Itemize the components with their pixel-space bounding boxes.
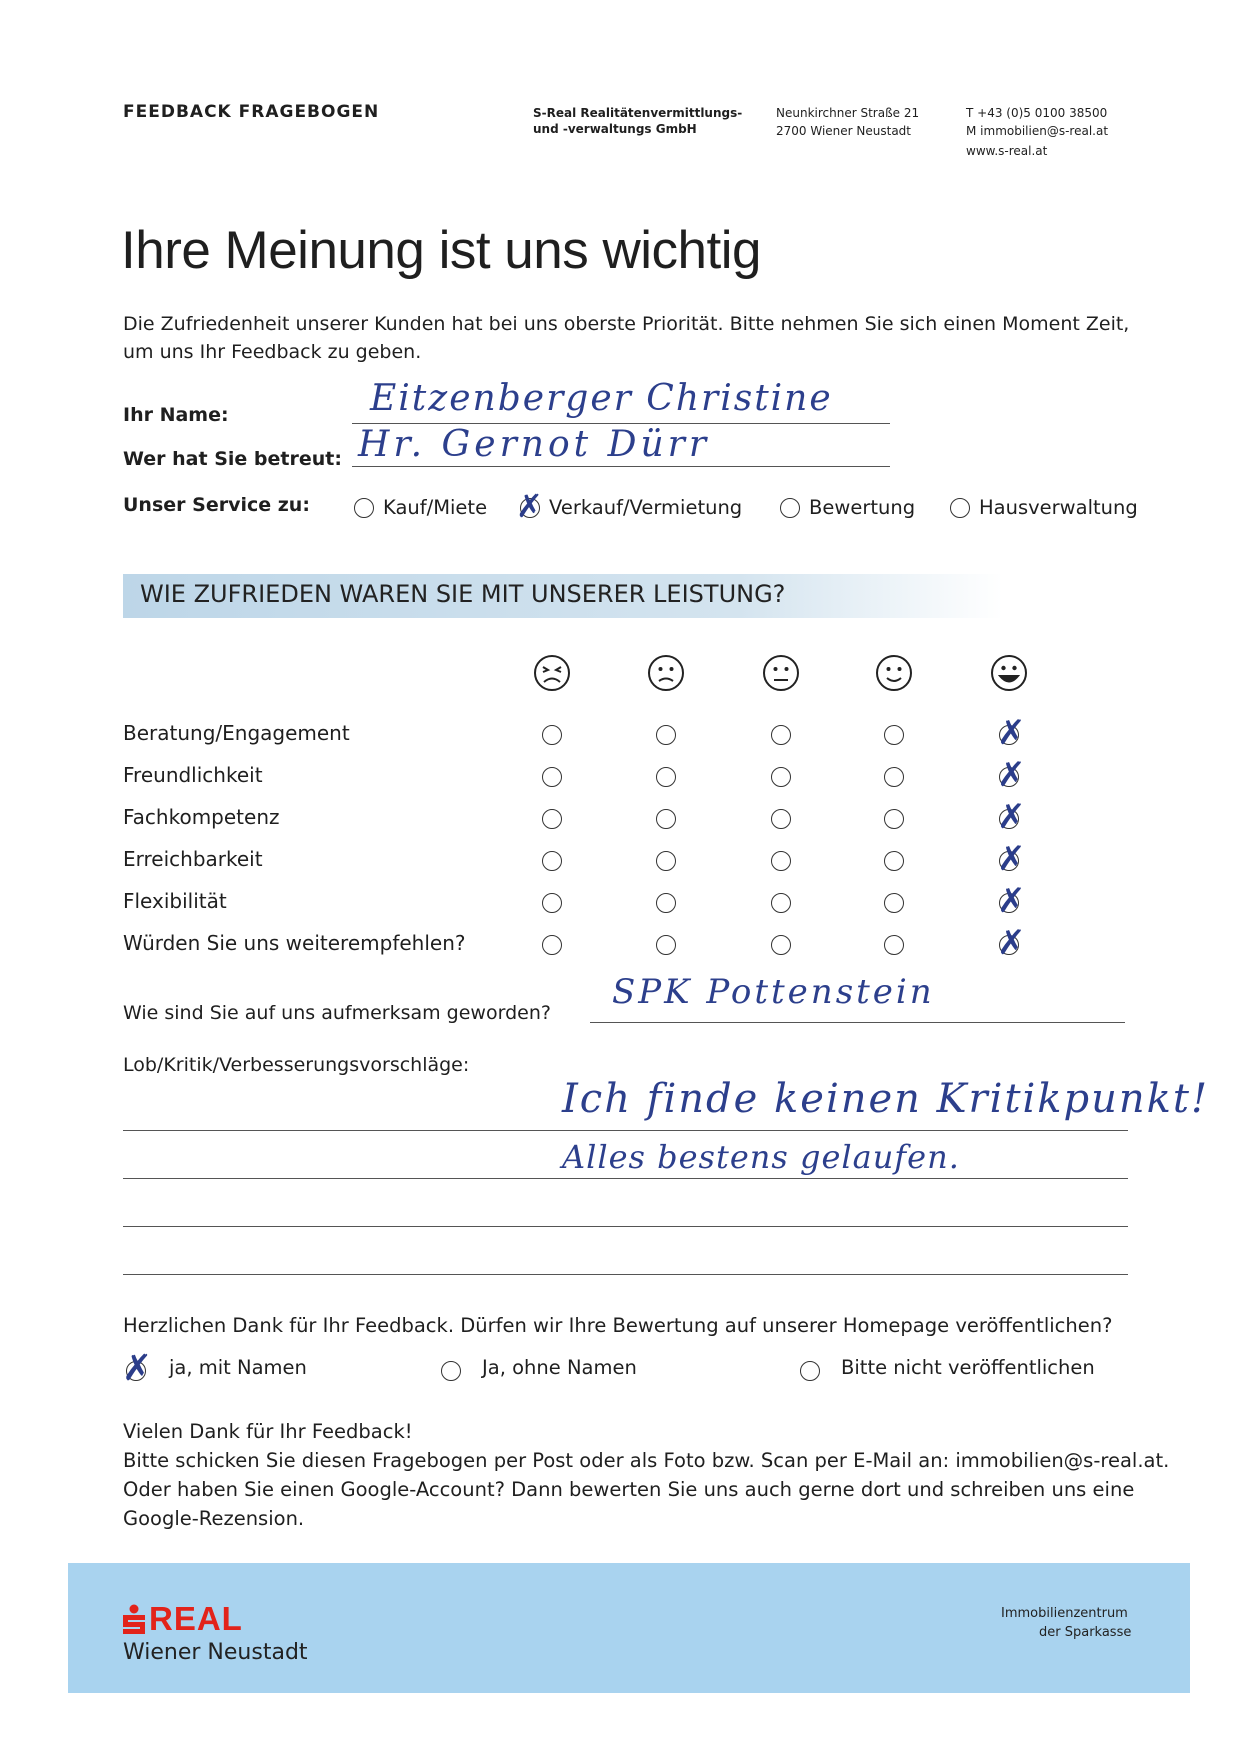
service-label: Unser Service zu: bbox=[123, 494, 310, 516]
footer-tagline-line2: der Sparkasse bbox=[1039, 1625, 1132, 1640]
name-field-value[interactable]: Eitzenberger Christine bbox=[370, 378, 833, 419]
service-radio-3[interactable] bbox=[950, 498, 970, 518]
rating-radio[interactable] bbox=[771, 809, 791, 829]
comments-line-1 bbox=[123, 1130, 1128, 1131]
rating-radio[interactable] bbox=[884, 935, 904, 955]
closing-line1: Vielen Dank für Ihr Feedback! bbox=[123, 1420, 413, 1443]
unhappy-face-icon bbox=[647, 654, 685, 692]
comments-label: Lob/Kritik/Verbesserungsvorschläge: bbox=[123, 1054, 470, 1076]
rating-radio[interactable] bbox=[656, 767, 676, 787]
rating-radio[interactable] bbox=[884, 809, 904, 829]
address-line2: 2700 Wiener Neustadt bbox=[776, 124, 912, 138]
company-name-line2: und -verwaltungs GmbH bbox=[533, 122, 697, 136]
advisor-label: Wer hat Sie betreut: bbox=[123, 448, 342, 470]
rating-radio[interactable] bbox=[542, 809, 562, 829]
rating-radio[interactable] bbox=[771, 851, 791, 871]
rating-row-label: Würden Sie uns weiterempfehlen? bbox=[123, 931, 466, 955]
rating-radio[interactable] bbox=[542, 893, 562, 913]
phone-number: T +43 (0)5 0100 38500 bbox=[966, 106, 1108, 120]
rating-radio[interactable] bbox=[542, 725, 562, 745]
rating-row-label: Erreichbarkeit bbox=[123, 847, 263, 871]
rating-radio[interactable] bbox=[656, 809, 676, 829]
rating-radio[interactable] bbox=[771, 725, 791, 745]
service-check-mark-icon: ✗ bbox=[516, 487, 543, 525]
source-label: Wie sind Sie auf uns aufmerksam geworden? bbox=[123, 1002, 551, 1024]
rating-check-mark-icon: ✗ bbox=[997, 755, 1026, 795]
rating-radio[interactable] bbox=[656, 851, 676, 871]
rating-row-label: Fachkompetenz bbox=[123, 805, 280, 829]
rating-check-mark-icon: ✗ bbox=[997, 713, 1026, 753]
publish-option-label: Ja, ohne Namen bbox=[482, 1356, 637, 1379]
intro-line1: Die Zufriedenheit unserer Kunden hat bei uns oberste Priorität. Bitte nehmen Sie sich einen Moment Zeit, bbox=[123, 313, 1130, 335]
service-radio-0[interactable] bbox=[354, 498, 374, 518]
logo-text: REAL bbox=[149, 1600, 243, 1637]
closing-line3: Oder haben Sie einen Google-Account? Dann bewerten Sie uns auch gerne dort und schreiben uns eine bbox=[123, 1478, 1135, 1501]
sparkasse-s-logo-icon bbox=[123, 1604, 145, 1634]
closing-line2: Bitte schicken Sie diesen Fragebogen per Post oder als Foto bzw. Scan per E-Mail an: immobilien@s-real.at. bbox=[123, 1449, 1170, 1472]
closing-line4: Google-Rezension. bbox=[123, 1507, 305, 1530]
rating-radio[interactable] bbox=[542, 767, 562, 787]
rating-radio[interactable] bbox=[884, 893, 904, 913]
rating-radio[interactable] bbox=[771, 893, 791, 913]
website: www.s-real.at bbox=[966, 144, 1048, 158]
publish-option-label: Bitte nicht veröffentlichen bbox=[841, 1356, 1095, 1379]
rating-radio[interactable] bbox=[771, 767, 791, 787]
source-field-value[interactable]: SPK Pottenstein bbox=[612, 972, 935, 1012]
rating-radio[interactable] bbox=[656, 893, 676, 913]
page-title: Ihre Meinung ist uns wichtig bbox=[121, 221, 761, 280]
contact-email: M immobilien@s-real.at bbox=[966, 124, 1109, 138]
comments-line-4 bbox=[123, 1274, 1128, 1275]
rating-check-mark-icon: ✗ bbox=[997, 839, 1026, 879]
rating-radio[interactable] bbox=[884, 851, 904, 871]
comments-line1-value[interactable]: Ich finde keinen Kritikpunkt! bbox=[562, 1076, 1210, 1122]
rating-radio[interactable] bbox=[771, 935, 791, 955]
service-radio-2[interactable] bbox=[780, 498, 800, 518]
rating-radio[interactable] bbox=[656, 725, 676, 745]
footer-tagline-line1: Immobilienzentrum bbox=[1001, 1606, 1128, 1621]
rating-check-mark-icon: ✗ bbox=[997, 797, 1026, 837]
company-name-line1: S-Real Realitätenvermittlungs- bbox=[533, 106, 743, 120]
comments-line-3 bbox=[123, 1226, 1128, 1227]
rating-radio[interactable] bbox=[542, 935, 562, 955]
publish-radio-2[interactable] bbox=[800, 1361, 820, 1381]
publish-radio-1[interactable] bbox=[441, 1361, 461, 1381]
logo-subtitle: Wiener Neustadt bbox=[123, 1640, 308, 1665]
rating-radio[interactable] bbox=[656, 935, 676, 955]
rating-check-mark-icon: ✗ bbox=[997, 923, 1026, 963]
publish-option-label: ja, mit Namen bbox=[169, 1356, 307, 1379]
very-happy-face-icon bbox=[990, 654, 1028, 692]
rating-radio[interactable] bbox=[884, 725, 904, 745]
section-heading: WIE ZUFRIEDEN WAREN SIE MIT UNSERER LEISTUNG? bbox=[140, 580, 786, 608]
source-field-line bbox=[590, 1022, 1125, 1023]
rating-row-label: Beratung/Engagement bbox=[123, 721, 350, 745]
very-unhappy-face-icon bbox=[533, 654, 571, 692]
comments-line-2 bbox=[123, 1178, 1128, 1179]
advisor-field-line bbox=[352, 466, 890, 467]
neutral-face-icon bbox=[762, 654, 800, 692]
service-option-label: Verkauf/Vermietung bbox=[549, 496, 743, 519]
advisor-field-value[interactable]: Hr. Gernot Dürr bbox=[358, 424, 711, 465]
rating-row-label: Flexibilität bbox=[123, 889, 227, 913]
document-type: FEEDBACK FRAGEBOGEN bbox=[123, 102, 380, 122]
service-option-label: Hausverwaltung bbox=[979, 496, 1138, 519]
comments-line2-value[interactable]: Alles bestens gelaufen. bbox=[562, 1138, 960, 1176]
rating-check-mark-icon: ✗ bbox=[997, 881, 1026, 921]
happy-face-icon bbox=[875, 654, 913, 692]
rating-radio[interactable] bbox=[884, 767, 904, 787]
rating-radio[interactable] bbox=[542, 851, 562, 871]
service-option-label: Kauf/Miete bbox=[383, 496, 488, 519]
publish-question: Herzlichen Dank für Ihr Feedback. Dürfen wir Ihre Bewertung auf unserer Homepage veröffentlichen? bbox=[123, 1314, 1113, 1337]
rating-row-label: Freundlichkeit bbox=[123, 763, 263, 787]
publish-check-mark-icon: ✗ bbox=[122, 1348, 153, 1389]
service-option-label: Bewertung bbox=[809, 496, 916, 519]
address-line1: Neunkirchner Straße 21 bbox=[776, 106, 920, 120]
intro-line2: um uns Ihr Feedback zu geben. bbox=[123, 341, 422, 363]
name-label: Ihr Name: bbox=[123, 404, 229, 426]
